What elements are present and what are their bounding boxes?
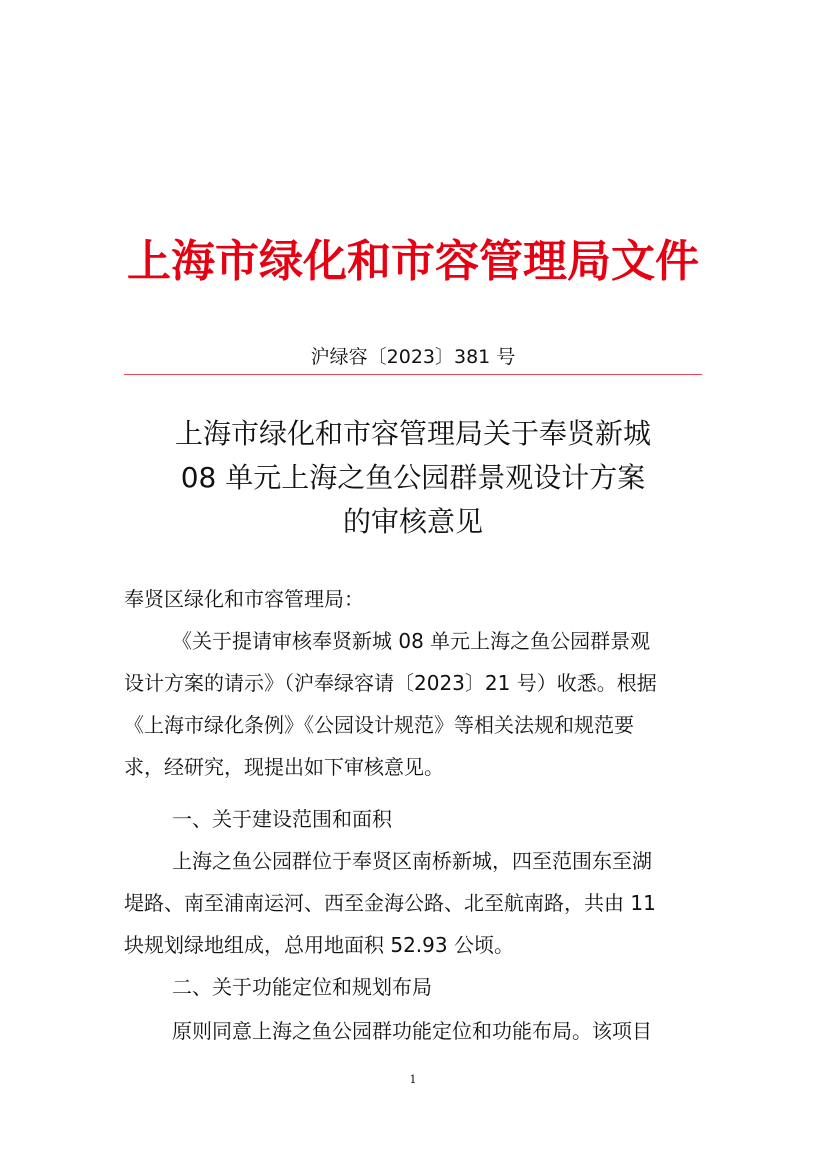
addressee: 奉贤区绿化和市容管理局： — [124, 587, 364, 611]
section-heading-text: 一、关于建设范围和面积 — [172, 807, 392, 831]
title-line: 的审核意见 — [342, 505, 483, 538]
document-header-title: 上海市绿化和市容管理局文件 — [127, 236, 699, 287]
section-heading-scope — [124, 798, 702, 840]
header-divider — [124, 374, 702, 375]
paragraph-line: 《上海市绿化条例》《公园设计规范》等相关法规和规范要 — [124, 713, 634, 737]
paragraph-request — [124, 620, 702, 788]
section-heading-text: 二、关于功能定位和规划布局 — [172, 975, 432, 999]
paragraph-line: 设计方案的请示》（沪奉绿容请〔2023〕21 号）收悉。根据 — [124, 671, 657, 695]
title-line: 08 单元上海之鱼公园群景观设计方案 — [180, 461, 646, 494]
document-title — [100, 412, 726, 544]
title-line: 上海市绿化和市容管理局关于奉贤新城 — [174, 417, 651, 450]
paragraph-line: 上海之鱼公园群位于奉贤区南桥新城，四至范围东至湖 — [172, 849, 652, 873]
paragraph-line: 《关于提请审核奉贤新城 08 单元上海之鱼公园群景观 — [172, 629, 651, 653]
paragraph-line: 求，经研究，现提出如下审核意见。 — [124, 755, 444, 779]
paragraph-line: 堤路、南至浦南运河、西至金海公路、北至航南路，共由 11 — [124, 891, 656, 915]
section-heading-function — [124, 966, 702, 1008]
paragraph-function — [124, 1010, 702, 1052]
paragraph-line: 原则同意上海之鱼公园群功能定位和功能布局。该项目 — [172, 1019, 652, 1043]
document-number: 沪绿容〔2023〕381 号 — [310, 346, 516, 368]
paragraph-line: 块规划绿地组成，总用地面积 52.93 公顷。 — [124, 933, 514, 957]
paragraph-scope — [124, 840, 702, 966]
page-number: 1 — [409, 1073, 417, 1086]
